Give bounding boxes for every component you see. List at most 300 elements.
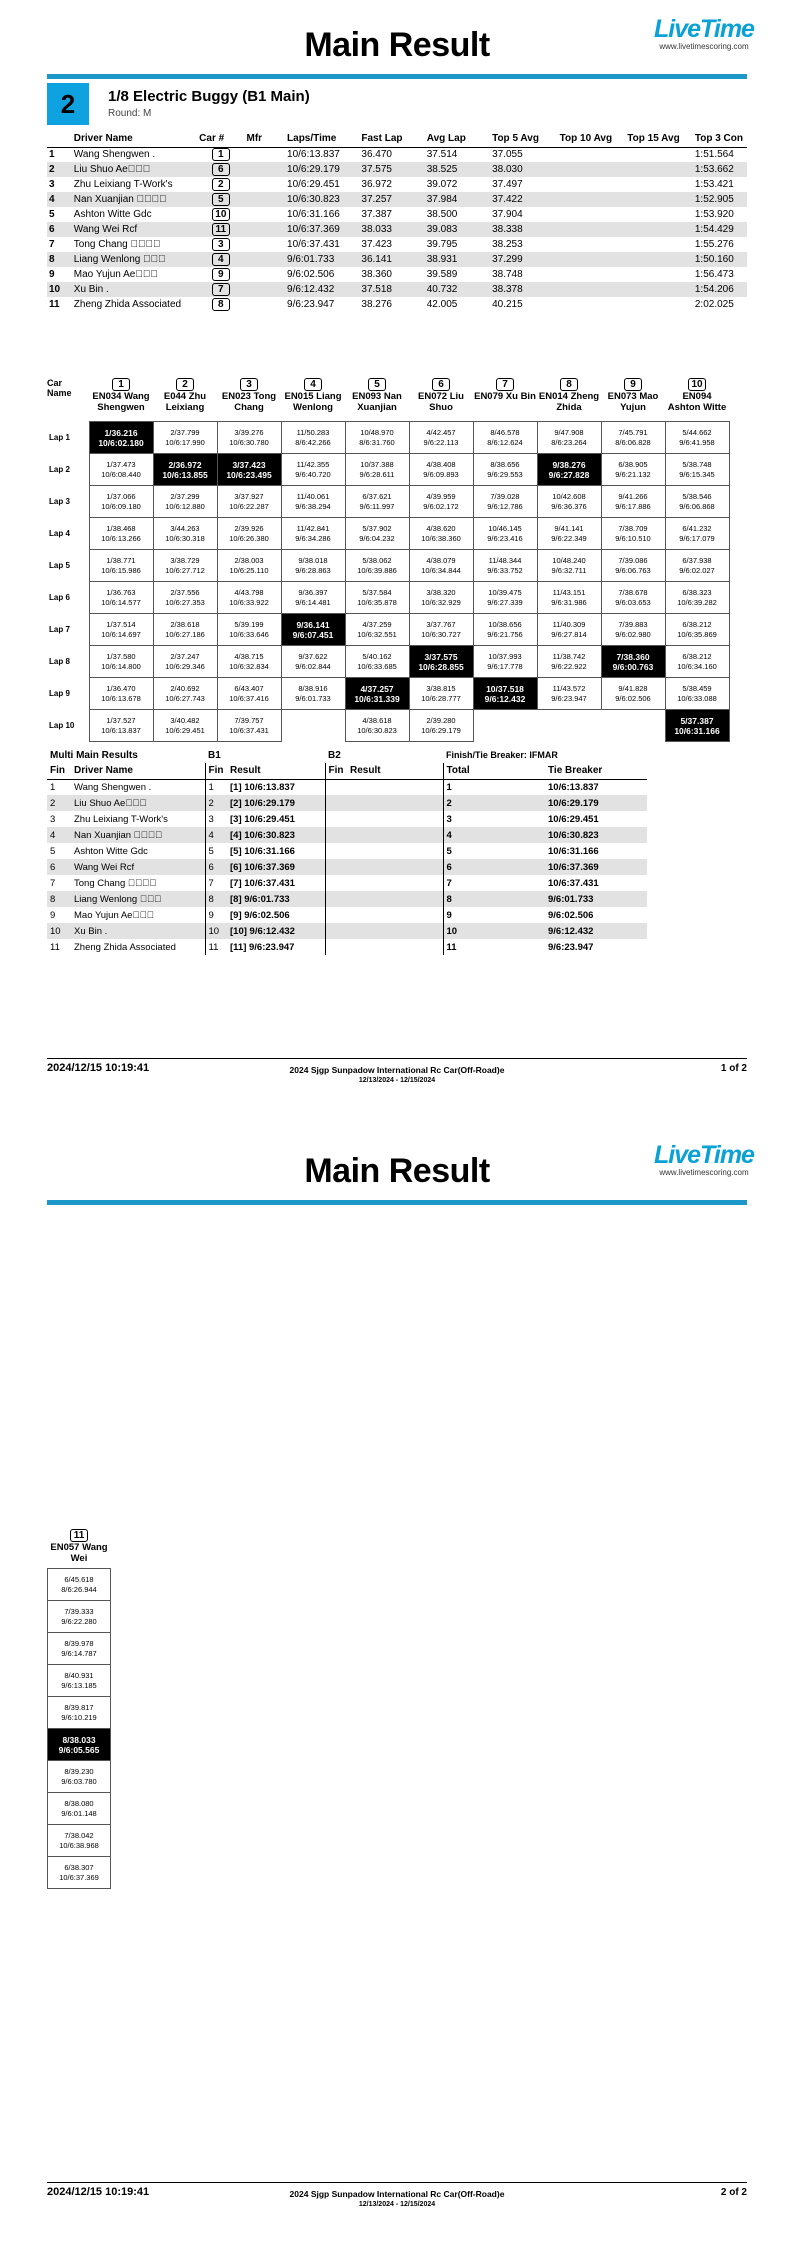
lap-total: 9/6:34.286 — [295, 533, 331, 543]
position: 10 — [47, 282, 72, 297]
driver-name: Wang Shengwen . — [73, 149, 156, 161]
car-name: EN072 Liu Shuo — [418, 391, 464, 413]
lap-time: 8/46.578 — [490, 427, 520, 437]
livetime-logo — [652, 1142, 756, 1178]
results-row — [47, 192, 747, 207]
car-number: 8 — [212, 298, 230, 311]
lap-cell — [217, 582, 281, 614]
lap-cell — [281, 422, 345, 454]
tie-breaker: 10/6:29.179 — [545, 795, 647, 811]
b2-fin — [325, 859, 347, 875]
lap-row — [47, 518, 729, 550]
total: 3 — [443, 811, 545, 827]
b2-fin — [325, 843, 347, 859]
lap-total: 9/6:22.922 — [551, 661, 587, 671]
lap-total: 8/6:23.264 — [551, 437, 587, 447]
avg-cell: 37.514 — [426, 149, 458, 161]
top3-cell: 1:54.429 — [693, 222, 747, 237]
b1-result: [10] 9/6:12.432 — [227, 923, 325, 939]
lap-cell — [665, 582, 729, 614]
top15-cell — [625, 252, 693, 267]
results-col-header: Top 15 Avg — [625, 131, 693, 147]
top15-cell — [625, 237, 693, 252]
lap-time: 6/38.212 — [682, 651, 712, 661]
driver-name: Ashton Witte Gdc — [74, 845, 148, 857]
car-name: EN057 Wang Wei — [50, 1542, 108, 1564]
lap-cell — [153, 550, 217, 582]
total: 4 — [443, 827, 545, 843]
lap-total: 10/6:37.416 — [229, 693, 269, 703]
lap-cell — [345, 710, 409, 742]
lap-cell — [89, 678, 153, 710]
lap-cell — [409, 422, 473, 454]
lap-total: 9/6:23.416 — [487, 533, 523, 543]
lap-total: 9/6:17.778 — [487, 661, 523, 671]
lap-row — [48, 1665, 111, 1697]
car-name: EN014 Zheng Zhida — [538, 391, 600, 413]
lap-time: 4/38.408 — [426, 459, 456, 469]
lap-cell — [409, 678, 473, 710]
lap-time: 6/37.621 — [362, 491, 392, 501]
lap-cell — [665, 454, 729, 486]
lap-time: 6/38.323 — [682, 587, 712, 597]
b1-result: [3] 10/6:29.451 — [230, 813, 295, 825]
lap-cell — [665, 710, 729, 742]
lap-cell — [409, 486, 473, 518]
b1-result: [4] 10/6:30.823 — [227, 827, 325, 843]
lap-total: 9/6:41.958 — [679, 437, 715, 447]
fast-cell: 37.387 — [361, 209, 392, 220]
lap-total: 10/6:27.712 — [165, 565, 205, 575]
lap-total: 9/6:02.980 — [615, 629, 651, 639]
lap-total: 10/6:33.922 — [229, 597, 269, 607]
top3-cell: 1:53.662 — [693, 162, 747, 177]
lap-cell — [473, 550, 537, 582]
lap-cell — [409, 646, 473, 678]
lap-cell — [281, 550, 345, 582]
top15-cell — [625, 162, 693, 177]
car-number: 2 — [176, 378, 194, 391]
lap-cell — [473, 678, 537, 710]
lap-cell — [665, 678, 729, 710]
lap-time: 7/45.791 — [618, 427, 648, 437]
lap-time: 7/39.883 — [618, 619, 648, 629]
lap-row — [47, 678, 729, 710]
top3-cell: 1:56.473 — [694, 269, 734, 280]
lap-time: 3/37.423 — [232, 459, 266, 470]
lap-cell — [601, 518, 665, 550]
results-col-header: Top 3 Con — [693, 131, 747, 147]
b1-result: [5] 10/6:31.166 — [230, 845, 295, 857]
car-number: 6 — [212, 163, 230, 176]
multi-b1-label: B1 — [208, 749, 221, 761]
lap-total: 9/6:01.733 — [295, 693, 331, 703]
mfr-cell — [244, 162, 285, 177]
lap-time: 1/37.066 — [106, 491, 136, 501]
lap-cell — [537, 518, 601, 550]
lap-total: 10/6:34.844 — [421, 565, 461, 575]
car-number-cell — [197, 147, 244, 162]
driver-name: Tong Chang      — [73, 239, 161, 250]
car-number: 10 — [212, 208, 230, 221]
top10-cell — [558, 207, 626, 222]
lap-total: 9/6:27.339 — [487, 597, 523, 607]
car-number: 11 — [212, 223, 230, 236]
lap-cell — [665, 550, 729, 582]
lap-cell — [153, 454, 217, 486]
footer-dates: 12/13/2024 - 12/15/2024 — [358, 1077, 436, 1084]
lap-cell — [601, 646, 665, 678]
lap-total: 9/6:21.756 — [487, 629, 523, 639]
lap-row — [47, 486, 729, 518]
laps-cell: 9/6:01.733 — [285, 252, 359, 267]
lap-total: 9/6:28.863 — [295, 565, 331, 575]
tie-breaker: 10/6:37.431 — [548, 877, 599, 889]
driver-name: Xu Bin . — [72, 282, 197, 297]
fast-cell: 37.257 — [359, 192, 424, 207]
lap-car-header — [89, 378, 153, 413]
car-name: E044 Zhu Leixiang — [163, 391, 207, 413]
lap-row — [47, 614, 729, 646]
lap-time: 7/39.333 — [64, 1606, 94, 1616]
car-number: 7 — [496, 378, 514, 391]
lap-total: 10/6:12.880 — [165, 501, 205, 511]
lap-time: 7/39.757 — [234, 715, 264, 725]
lap-label: Lap 9 — [49, 689, 70, 698]
lap-total: 9/6:22.113 — [423, 437, 459, 447]
total: 8 — [443, 891, 545, 907]
laps-cell: 10/6:37.431 — [287, 239, 340, 250]
lap-car-header — [601, 378, 665, 413]
lap-car-header — [473, 378, 537, 413]
lap-time: 10/39.475 — [488, 587, 522, 597]
logo-url: www.livetimescoring.com — [659, 1168, 749, 1177]
header-rule — [47, 1200, 747, 1205]
avg-cell: 38.525 — [425, 162, 490, 177]
fin: 10 — [47, 923, 71, 939]
lap-time: 6/41.232 — [682, 523, 712, 533]
b2-result — [347, 827, 443, 843]
avg-cell: 38.931 — [425, 252, 490, 267]
b1-result: [7] 10/6:37.431 — [230, 877, 295, 889]
car-number-cell — [197, 222, 244, 237]
avg-cell: 39.083 — [425, 222, 490, 237]
lap-cell — [665, 518, 729, 550]
total: 6 — [443, 859, 545, 875]
footer-datetime: 2024/12/15 10:19:41 — [47, 1062, 150, 1074]
lap-label: Lap 5 — [49, 561, 70, 570]
results-col-header: Top 5 Avg — [490, 131, 558, 147]
lap-time: 5/37.902 — [362, 523, 392, 533]
fast-cell: 38.360 — [361, 269, 392, 280]
top3-cell: 1:53.920 — [694, 209, 734, 220]
lap-label: Lap 1 — [49, 433, 70, 442]
car-number-cell — [197, 252, 244, 267]
b2-fin — [325, 923, 347, 939]
multi-row — [47, 907, 647, 923]
lap-row — [48, 1601, 111, 1633]
lap-row — [47, 582, 729, 614]
car-number-cell — [197, 237, 244, 252]
car-name: EN094 Ashton Witte — [667, 391, 727, 413]
b1-fin: 11 — [205, 939, 227, 955]
lap-time: 2/37.247 — [170, 651, 200, 661]
top15-cell — [625, 282, 693, 297]
lap-total: 10/6:27.186 — [165, 629, 205, 639]
lap-label: Lap 8 — [49, 657, 70, 666]
lap-cell — [473, 454, 537, 486]
top5-cell: 37.422 — [490, 192, 558, 207]
car-number: 3 — [240, 378, 258, 391]
results-row — [47, 267, 747, 282]
b1-result: [8] 9/6:01.733 — [227, 891, 325, 907]
lap-total: 9/6:09.893 — [423, 469, 459, 479]
lap-row — [48, 1729, 111, 1761]
top5-cell: 37.299 — [490, 252, 558, 267]
lap-row — [47, 422, 729, 454]
avg-cell: 39.589 — [426, 269, 458, 280]
top3-cell: 1:53.421 — [694, 179, 734, 190]
lap-time: 11/40.061 — [296, 491, 330, 501]
lap-total: 10/6:29.179 — [421, 725, 461, 735]
page-title: Main Result — [304, 1152, 490, 1190]
lap-cell — [217, 678, 281, 710]
driver-name: Ashton Witte Gdc — [73, 209, 152, 220]
b1-fin: 3 — [205, 811, 227, 827]
fin: 3 — [50, 813, 56, 825]
lap-time: 10/46.145 — [488, 523, 522, 533]
lap-cell — [345, 422, 409, 454]
lap-cell — [153, 422, 217, 454]
lap-cell — [473, 646, 537, 678]
lap-time: 11/43.151 — [552, 587, 586, 597]
avg-cell: 39.072 — [426, 179, 458, 190]
lap-label: Lap 3 — [49, 497, 70, 506]
top5-cell: 38.378 — [490, 282, 558, 297]
top10-cell — [558, 192, 626, 207]
lap-time: 2/36.972 — [168, 459, 202, 470]
lap-cell — [89, 518, 153, 550]
lap-cell — [281, 454, 345, 486]
lap-cell — [537, 454, 601, 486]
car-name-label — [47, 378, 89, 413]
multi-row — [47, 859, 647, 875]
avg-cell: 40.732 — [425, 282, 490, 297]
car-number: 1 — [212, 148, 230, 161]
b2-fin — [325, 891, 347, 907]
lap-total: 10/6:14.577 — [101, 597, 141, 607]
lap-time: 2/37.799 — [170, 427, 200, 437]
col-fin: Fin — [47, 763, 71, 779]
fin: 8 — [47, 891, 71, 907]
b2-result — [347, 923, 443, 939]
car-name: EN023 Tong Chang — [221, 391, 277, 413]
lap-cell — [537, 550, 601, 582]
car-number-cell — [197, 192, 244, 207]
lap-total: 10/6:32.834 — [229, 661, 269, 671]
lap-cell — [409, 710, 473, 742]
avg-cell: 37.984 — [425, 192, 490, 207]
lap-time: 5/38.546 — [682, 491, 712, 501]
results-row — [47, 177, 747, 192]
col-driver: Driver Name — [71, 763, 205, 779]
lap-total: 9/6:00.763 — [612, 661, 654, 672]
lap-total: 10/6:31.166 — [674, 725, 720, 736]
car-name: EN015 Liang Wenlong — [284, 391, 342, 413]
mfr-cell — [244, 147, 285, 162]
lap-car-header — [153, 378, 217, 413]
b1-result: [11] 9/6:23.947 — [230, 941, 295, 953]
lap-cell — [89, 550, 153, 582]
lap-cell — [601, 454, 665, 486]
lap-time: 1/38.771 — [106, 555, 136, 565]
driver-name: Liang Wenlong     — [71, 891, 205, 907]
lap-time: 4/37.259 — [362, 619, 392, 629]
b2-fin — [325, 907, 347, 923]
lap-time: 10/38.656 — [488, 619, 522, 629]
lap-time: 3/39.276 — [234, 427, 264, 437]
logo-url: www.livetimescoring.com — [659, 42, 749, 51]
lap-total: 10/6:37.431 — [229, 725, 269, 735]
lap-row — [48, 1761, 111, 1793]
lap-total: 10/6:34.160 — [677, 661, 717, 671]
lap-cell — [345, 614, 409, 646]
lap-cell — [409, 614, 473, 646]
lap-total: 9/6:22.349 — [551, 533, 587, 543]
lap-time: 4/43.798 — [234, 587, 264, 597]
page-footer — [47, 2172, 747, 2212]
driver-name: Liu Shuo Ae    — [71, 795, 205, 811]
lap-time: 5/40.162 — [362, 651, 392, 661]
lap-time: 2/37.556 — [170, 587, 200, 597]
car-name: EN079 Xu Bin — [474, 391, 536, 402]
tie-breaker: 10/6:37.369 — [545, 859, 647, 875]
lap-time: 11/42.841 — [296, 523, 330, 533]
lap-time: 1/37.514 — [106, 619, 136, 629]
lap-cell — [48, 1729, 111, 1761]
lap-row — [48, 1697, 111, 1729]
top10-cell — [558, 237, 626, 252]
position: 7 — [49, 239, 55, 250]
b1-fin: 6 — [205, 859, 227, 875]
fast-cell: 36.972 — [361, 179, 392, 190]
lap-total: 10/6:38.968 — [59, 1840, 99, 1850]
lap-time: 11/38.742 — [552, 651, 586, 661]
tie-breaker: 9/6:23.947 — [548, 941, 594, 953]
lap-time: 3/37.575 — [424, 651, 458, 662]
multi-row — [47, 891, 647, 907]
lap-cell — [665, 646, 729, 678]
lap-chart-grid — [47, 421, 730, 742]
lap-time: 3/37.767 — [426, 619, 456, 629]
lap-cell — [89, 422, 153, 454]
lap-total: 9/6:01.148 — [61, 1808, 97, 1818]
fast-cell: 37.575 — [359, 162, 424, 177]
b1-fin: 1 — [205, 779, 227, 795]
top5-cell: 37.055 — [492, 149, 523, 161]
lap-cell — [409, 582, 473, 614]
lap-total: 10/6:22.287 — [229, 501, 269, 511]
lap-time: 9/38.018 — [298, 555, 328, 565]
lap-total: 10/6:35.869 — [677, 629, 717, 639]
lap-total: 10/6:32.551 — [357, 629, 397, 639]
lap-total: 10/6:17.990 — [165, 437, 205, 447]
lap-cell — [473, 582, 537, 614]
lap-total: 10/6:30.780 — [229, 437, 269, 447]
multi-row — [47, 827, 647, 843]
lap-time: 5/38.062 — [362, 555, 392, 565]
b2-result — [347, 875, 443, 891]
fast-cell: 36.470 — [361, 149, 392, 161]
results-col-header: Laps/Time — [285, 131, 359, 147]
top15-cell — [625, 177, 693, 192]
driver-name: Zheng Zhida Associated — [74, 941, 176, 953]
top3-cell: 1:52.905 — [693, 192, 747, 207]
lap-total: 10/6:23.495 — [226, 469, 272, 480]
lap-cell — [48, 1825, 111, 1857]
lap-total: 9/6:12.786 — [487, 501, 523, 511]
lap-time: 3/38.729 — [170, 555, 200, 565]
lap-time: 9/41.266 — [618, 491, 648, 501]
footer-rule — [47, 1058, 747, 1059]
lap-time: 4/38.079 — [426, 555, 456, 565]
lap-time: 10/37.518 — [486, 683, 524, 694]
lap-total: 10/6:30.823 — [357, 725, 397, 735]
car-number-cell — [197, 267, 244, 282]
lap-time: 4/38.715 — [234, 651, 264, 661]
top15-cell — [625, 192, 693, 207]
lap-total: 9/6:03.780 — [61, 1776, 97, 1786]
laps-cell: 10/6:13.837 — [287, 149, 340, 161]
lap-cell — [409, 454, 473, 486]
lap-total: 9/6:02.506 — [615, 693, 651, 703]
lap-car-header — [217, 378, 281, 413]
lap-total: 10/6:38.360 — [421, 533, 461, 543]
driver-name: Zhu Leixiang T-Work's — [73, 179, 173, 190]
lap-total: 10/6:14.800 — [101, 661, 141, 671]
lap-cell — [473, 486, 537, 518]
lap-cell — [281, 486, 345, 518]
mfr-cell — [244, 177, 285, 192]
lap-cell — [537, 422, 601, 454]
col-b1-fin: Fin — [205, 763, 227, 779]
lap-cell — [601, 710, 665, 742]
results-row — [47, 297, 747, 312]
lap-cell — [153, 678, 217, 710]
laps-cell: 10/6:29.179 — [285, 162, 359, 177]
lap-time: 7/38.678 — [618, 587, 648, 597]
lap-time: 9/41.828 — [618, 683, 648, 693]
total: 9 — [443, 907, 545, 923]
laps-cell: 9/6:12.432 — [285, 282, 359, 297]
multi-row — [47, 923, 647, 939]
race-title: 1/8 Electric Buggy (B1 Main) — [108, 88, 310, 105]
lap-total: 10/6:13.678 — [101, 693, 141, 703]
lap-total: 10/6:33.685 — [357, 661, 397, 671]
b2-result — [347, 843, 443, 859]
mfr-cell — [244, 237, 285, 252]
lap-cell — [537, 710, 601, 742]
lap-cell — [473, 710, 537, 742]
lap-time: 3/44.263 — [170, 523, 200, 533]
car-number: 2 — [212, 178, 230, 191]
driver-name: Mao Yujun Ae    — [74, 909, 154, 921]
lap-time: 8/39.230 — [64, 1766, 94, 1776]
avg-cell: 39.795 — [426, 239, 458, 250]
footer-dates: 12/13/2024 - 12/15/2024 — [358, 2201, 436, 2208]
car-number: 9 — [624, 378, 642, 391]
multi-row — [47, 843, 647, 859]
